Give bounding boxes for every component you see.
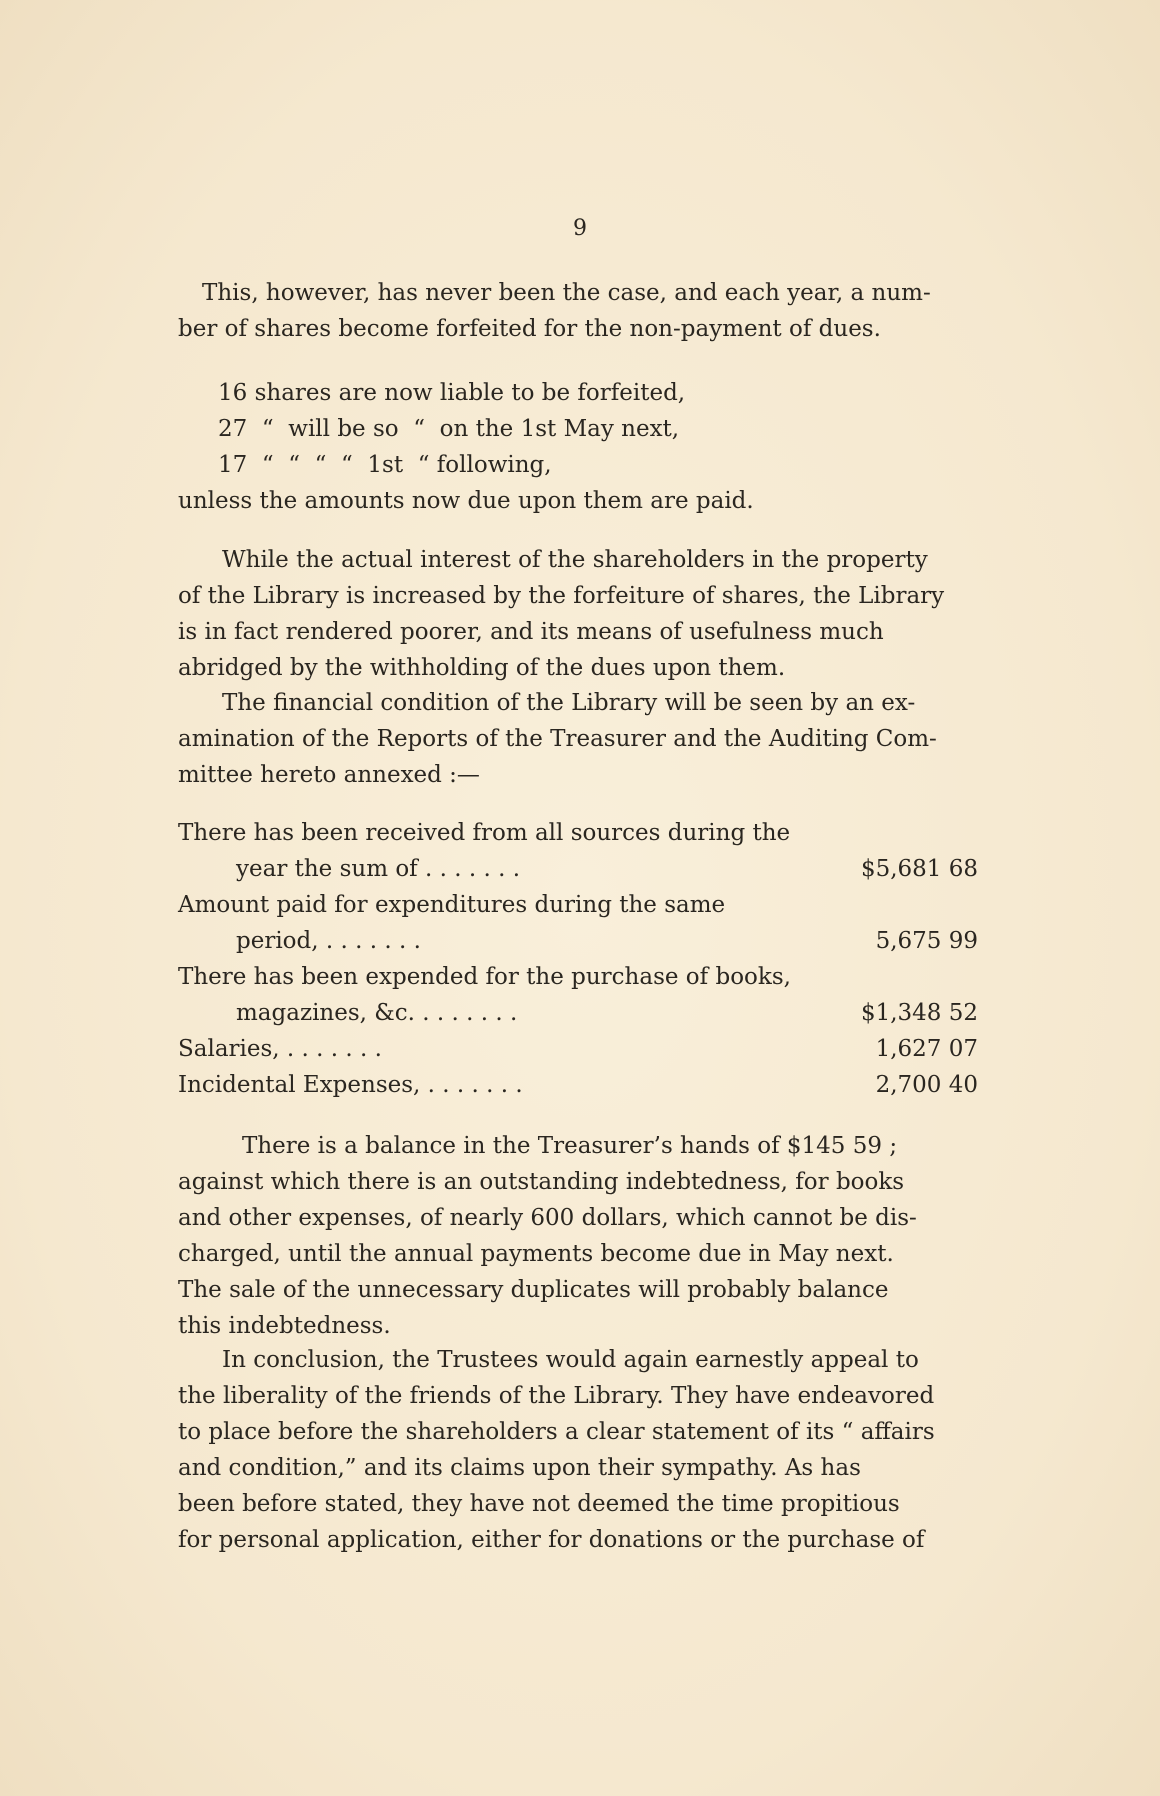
text-line: While the actual interest of the shareholders in the property xyxy=(222,547,928,573)
text-line: and condition,” and its claims upon their sympathy. As has xyxy=(178,1455,861,1481)
text-line: the liberality of the friends of the Library. They have endeavored xyxy=(178,1383,935,1409)
text-line: is in fact rendered poorer, and its means of usefulness much xyxy=(178,619,884,645)
account-label: Amount paid for expenditures during the same xyxy=(178,892,726,918)
account-amount: $5,681 68 xyxy=(860,856,978,882)
account-amount: 2,700 40 xyxy=(875,1072,978,1098)
account-row xyxy=(178,1031,978,1067)
account-row xyxy=(178,887,978,923)
page-number: 9 xyxy=(573,216,587,241)
account-label: There has been received from all sources during the xyxy=(178,820,791,846)
account-row xyxy=(178,995,978,1031)
account-label: magazines, &c. . . . . . . . xyxy=(236,1000,518,1026)
text-line: been before stated, they have not deemed the time propitious xyxy=(178,1491,900,1517)
shares-list xyxy=(178,375,978,519)
account-amount: $1,348 52 xyxy=(860,1000,978,1026)
account-label: Salaries, . . . . . . . xyxy=(178,1036,382,1062)
paragraph-2 xyxy=(178,542,978,686)
text-line: charged, until the annual payments become due in May next. xyxy=(178,1241,894,1267)
text-line: mittee hereto annexed :— xyxy=(178,762,480,788)
account-row xyxy=(178,815,978,851)
account-row xyxy=(178,851,978,887)
shares-line: 16 shares are now liable to be forfeited, xyxy=(218,380,686,406)
text-line: for personal application, either for donations or the purchase of xyxy=(178,1527,925,1553)
text-line: to place before the shareholders a clear statement of its “ affairs xyxy=(178,1419,935,1445)
text-line: of the Library is increased by the forfeiture of shares, the Library xyxy=(178,583,945,609)
text-line: There is a balance in the Treasurer’s hands of $145 59 ; xyxy=(242,1133,898,1159)
account-row xyxy=(178,1067,978,1103)
text-line: This, however, has never been the case, and each year, a num- xyxy=(202,280,931,306)
paragraph-4 xyxy=(178,1128,978,1344)
account-amount: 1,627 07 xyxy=(875,1036,978,1062)
text-line: In conclusion, the Trustees would again earnestly appeal to xyxy=(222,1347,919,1373)
shares-line: 27 “ will be so “ on the 1st May next, xyxy=(218,416,680,442)
text-line: The financial condition of the Library will be seen by an ex- xyxy=(222,690,916,716)
account-label: There has been expended for the purchase of books, xyxy=(178,964,791,990)
text-line: this indebtedness. xyxy=(178,1313,391,1339)
text-line: and other expenses, of nearly 600 dollars, which cannot be dis- xyxy=(178,1205,917,1231)
shares-line: 17 “ “ “ “ 1st “ following, xyxy=(218,452,552,478)
text-line: amination of the Reports of the Treasurer and the Auditing Com- xyxy=(178,726,937,752)
paragraph-3 xyxy=(178,685,978,793)
account-amount: 5,675 99 xyxy=(875,928,978,954)
account-row xyxy=(178,923,978,959)
text-line: ber of shares become forfeited for the non-payment of dues. xyxy=(178,316,881,342)
paragraph-1 xyxy=(178,275,978,347)
text-line: abridged by the withholding of the dues upon them. xyxy=(178,655,786,681)
text-line: The sale of the unnecessary duplicates will probably balance xyxy=(178,1277,889,1303)
paragraph-5 xyxy=(178,1342,978,1558)
account-label: year the sum of . . . . . . . xyxy=(236,856,521,882)
shares-line: unless the amounts now due upon them are paid. xyxy=(178,488,754,514)
account-label: Incidental Expenses, . . . . . . . xyxy=(178,1072,523,1098)
account-label: period, . . . . . . . xyxy=(236,928,421,954)
account-row xyxy=(178,959,978,995)
text-line: against which there is an outstanding indebtedness, for books xyxy=(178,1169,905,1195)
